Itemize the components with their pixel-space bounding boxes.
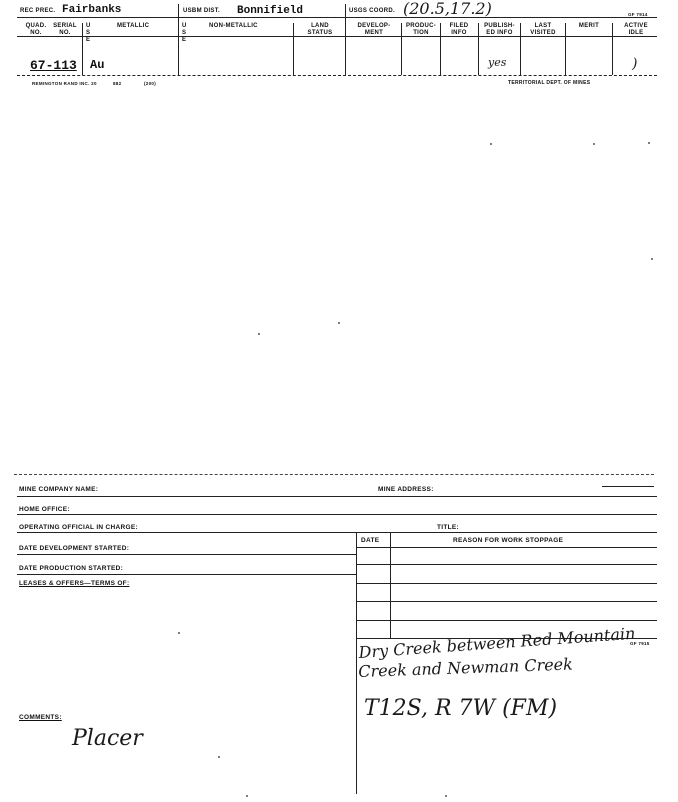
development-header: DEVELOP- MENT xyxy=(357,23,391,36)
land-status-header: LAND STATUS xyxy=(307,23,333,36)
rec-prec-label: REC PREC. xyxy=(20,8,56,14)
mine-company-label: MINE COMPANY NAME: xyxy=(19,486,99,493)
mine-address-label: MINE ADDRESS: xyxy=(378,486,434,493)
quad-no-header: QUAD. NO. xyxy=(25,23,47,36)
township-range: T12S, R 7W (FM) xyxy=(364,696,558,721)
date-column-header: DATE xyxy=(361,537,380,544)
rec-prec-value: Fairbanks xyxy=(62,4,122,16)
comments-value: Placer xyxy=(72,726,143,751)
speck xyxy=(338,322,340,324)
active-idle-value: ) xyxy=(632,56,638,72)
active-idle-header: ACTIVE IDLE xyxy=(624,23,648,36)
location-line-2: Creek and Newman Creek xyxy=(358,654,574,681)
speck xyxy=(218,756,220,758)
non-metallic-header: NON-METALLIC xyxy=(209,23,258,29)
date-development-label: DATE DEVELOPMENT STARTED: xyxy=(19,545,130,552)
home-office-label: HOME OFFICE: xyxy=(19,506,70,513)
use-b-header: USE xyxy=(182,23,187,43)
speck xyxy=(490,143,492,145)
leases-label: LEASES & OFFERS—TERMS OF: xyxy=(19,580,130,587)
last-visited-header: LAST VISITED xyxy=(530,23,556,36)
speck xyxy=(258,333,260,335)
operating-official-label: OPERATING OFFICIAL IN CHARGE: xyxy=(19,524,138,531)
title-label: TITLE: xyxy=(437,524,460,531)
form-number: GF 7914 xyxy=(628,12,648,17)
filed-info-header: FILED INFO xyxy=(449,23,469,36)
printer-label: REMINGTON RAND INC. 20 xyxy=(32,81,97,86)
reason-column-header: REASON FOR WORK STOPPAGE xyxy=(453,537,564,544)
usgs-coord-value: (20.5,17.2) xyxy=(403,0,492,18)
quad-serial-value: 67-113 xyxy=(30,58,77,73)
speck xyxy=(648,142,650,144)
printer-code: 882 xyxy=(113,81,122,86)
usgs-coord-label: USGS COORD. xyxy=(349,8,395,14)
metallic-header: METALLIC xyxy=(117,23,150,29)
speck xyxy=(246,795,248,797)
location-line-1: Dry Creek between Red Mountain xyxy=(358,623,636,662)
speck xyxy=(651,258,653,260)
form-number-2: GF 7915 xyxy=(630,641,650,646)
use-a-header: USE xyxy=(86,23,91,43)
production-header: PRODUC- TION xyxy=(405,23,437,36)
speck xyxy=(178,632,180,634)
merit-header: MERIT xyxy=(578,23,600,29)
speck xyxy=(445,795,447,797)
metallic-value: Au xyxy=(90,58,105,72)
date-production-label: DATE PRODUCTION STARTED: xyxy=(19,565,124,572)
serial-no-header: SERIAL NO. xyxy=(53,23,77,36)
usbm-dist-label: USBM DIST. xyxy=(183,8,221,14)
usbm-dist-value: Bonnifield xyxy=(237,5,304,17)
speck xyxy=(593,143,595,145)
published-info-value: yes xyxy=(488,56,507,69)
department-label: TERRITORIAL DEPT. OF MINES xyxy=(508,80,591,86)
printer-code-2: (200) xyxy=(144,81,157,86)
published-info-header: PUBLISH- ED INFO xyxy=(484,23,515,36)
comments-label: COMMENTS: xyxy=(19,714,62,721)
